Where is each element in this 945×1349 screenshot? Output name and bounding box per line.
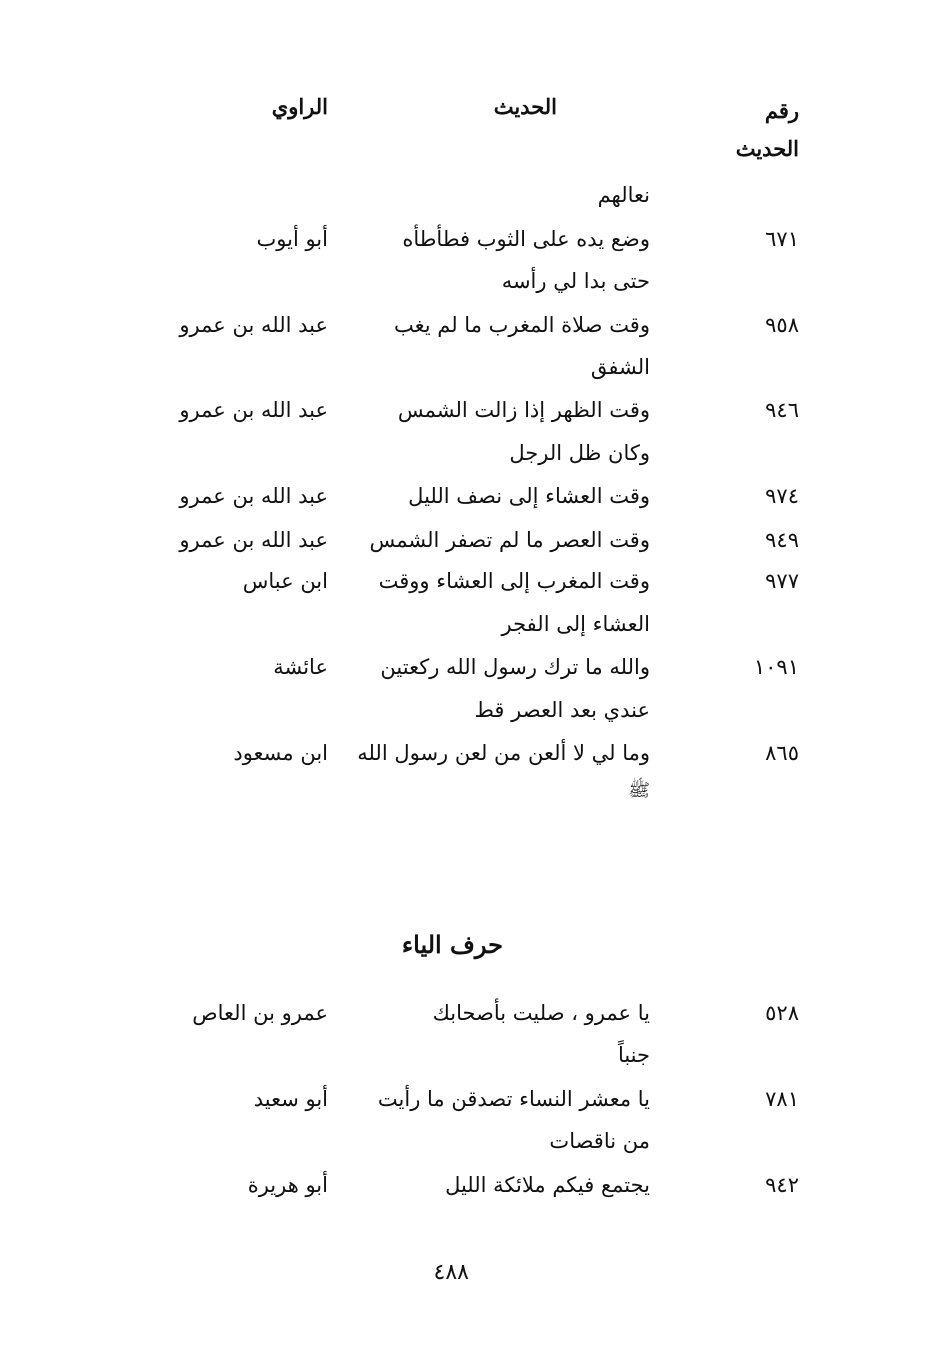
- hadith-text: وقت المغرب إلى العشاء ووقت: [378, 569, 650, 593]
- hadith-text: وضع يده على الثوب فطأطأه: [402, 227, 650, 251]
- hadith-text: والله ما ترك رسول الله ركعتين: [380, 655, 650, 679]
- narrator: أبو هريرة: [247, 1173, 328, 1197]
- hadith-text: وقت الظهر إذا زالت الشمس: [397, 398, 650, 422]
- hadith-text-continued: من ناقصات: [549, 1129, 650, 1153]
- hadith-text: وقت العشاء إلى نصف الليل: [408, 484, 650, 508]
- hadith-number: ٩٤٦: [765, 398, 799, 422]
- header-number-line2: الحديث: [735, 136, 799, 161]
- narrator: ابن مسعود: [233, 741, 328, 765]
- hadith-text: وما لي لا ألعن من لعن رسول الله: [357, 741, 650, 765]
- hadith-text: وقت صلاة المغرب ما لم يغب: [393, 313, 650, 337]
- hadith-text: يا عمرو ، صليت بأصحابك: [432, 1001, 650, 1025]
- hadith-text-continued: جنباً: [617, 1043, 650, 1067]
- narrator: أبو أيوب: [256, 227, 328, 251]
- hadith-number: ٩٧٤: [765, 484, 799, 508]
- narrator: ابن عباس: [242, 569, 328, 593]
- hadith-number: ٧٨١: [765, 1087, 799, 1111]
- salutation-mark: ﷺ: [628, 780, 650, 801]
- hadith-number: ٦٧١: [765, 227, 799, 251]
- narrator: أبو سعيد: [253, 1087, 328, 1111]
- hadith-text-continued: وكان ظل الرجل: [509, 441, 650, 465]
- hadith-number: ٩٤٢: [765, 1173, 799, 1197]
- carry-over-text: نعالهم: [597, 183, 650, 207]
- hadith-text: يا معشر النساء تصدقن ما رأيت: [377, 1087, 650, 1111]
- hadith-number: ٥٢٨: [765, 1001, 799, 1025]
- narrator: عائشة: [273, 655, 328, 679]
- header-narrator: الراوي: [271, 94, 328, 119]
- narrator: عمرو بن العاص: [192, 1001, 328, 1025]
- page-number: ٤٨٨: [433, 1260, 469, 1285]
- narrator: عبد الله بن عمرو: [179, 313, 328, 337]
- hadith-text-continued: عندي بعد العصر قط: [474, 698, 650, 722]
- hadith-text-continued: الشفق: [590, 355, 650, 379]
- narrator: عبد الله بن عمرو: [179, 528, 328, 552]
- header-hadith: الحديث: [493, 94, 557, 119]
- hadith-text: وقت العصر ما لم تصفر الشمس: [369, 528, 650, 552]
- section-title: حرف الياء: [401, 930, 503, 959]
- narrator: عبد الله بن عمرو: [179, 484, 328, 508]
- header-number-line1: رقم: [764, 98, 799, 123]
- narrator: عبد الله بن عمرو: [179, 398, 328, 422]
- hadith-number: ٩٥٨: [765, 313, 799, 337]
- hadith-number: ٩٤٩: [765, 528, 799, 552]
- hadith-text-continued: العشاء إلى الفجر: [501, 612, 650, 636]
- hadith-number: ١٠٩١: [753, 655, 799, 679]
- hadith-text: يجتمع فيكم ملائكة الليل: [445, 1173, 650, 1197]
- hadith-text-continued: حتى بدا لي رأسه: [501, 269, 650, 293]
- hadith-number: ٨٦٥: [765, 741, 799, 765]
- hadith-number: ٩٧٧: [765, 569, 799, 593]
